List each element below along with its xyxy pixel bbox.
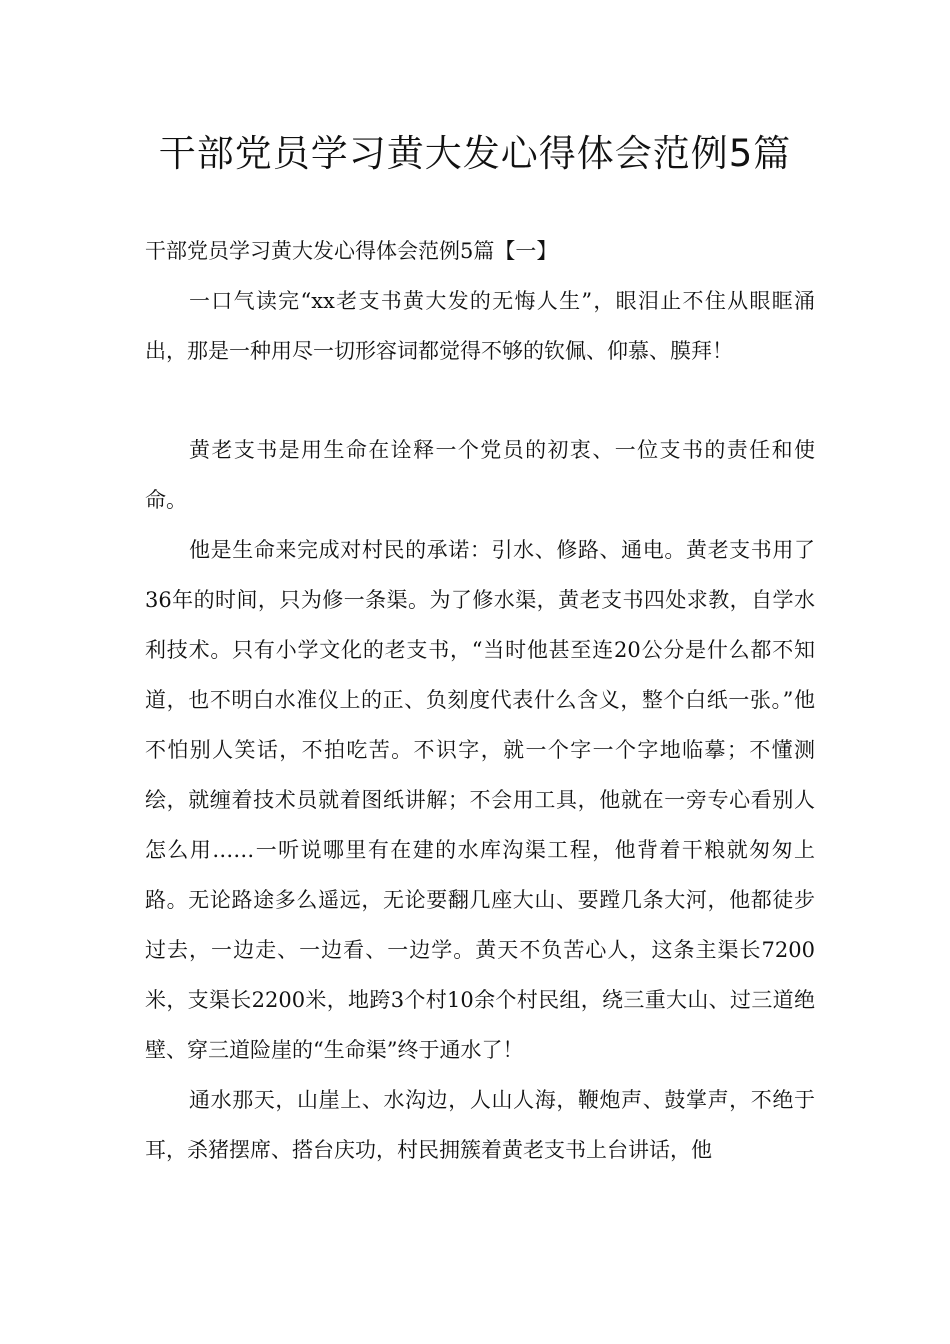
paragraph-3: 他是生命来完成对村民的承诺：引水、修路、通电。黄老支书用了36年的时间，只为修一条渠。为了修水渠，黄老支书四处求教，自学水利技术。只有小学文化的老支书，“当时他甚至连20公分是什么都不知道，也不明白水准仪上的正、负刻度代表什么含义，整个白纸一张。”他不怕别人笑话，不拍吃苦。不识字，就一个字一个字地临摹；不懂测绘，就缠着技术员就着图纸讲解；不会用工具，他就在一旁专心看别人怎么用……一听说哪里有在建的水库沟渠工程，他背着干粮就匆匆上路。无论路途多么遥远，无论要翻几座大山、要蹚几条大河，他都徒步过去，一边走、一边看、一边学。黄天不负苦心人，这条主渠长7200米，支渠长2200米，地跨3个村10余个村民组，绕三重大山、过三道绝壁、穿三道险崖的“生命渠”终于通水了！ [145, 538, 815, 1062]
paragraph-4: 通水那天，山崖上、水沟边，人山人海，鞭炮声、鼓掌声，不绝于耳，杀猪摆席、搭台庆功，村民拥簇着黄老支书上台讲话，他 [145, 1088, 815, 1162]
section-heading: 干部党员学习黄大发心得体会范例5篇【一】 [145, 239, 558, 263]
paragraph-2: 黄老支书是用生命在诠释一个党员的初衷、一位支书的责任和使命。 [145, 438, 815, 512]
document-body [145, 226, 815, 1175]
paragraph-1: 一口气读完“xx老支书黄大发的无悔人生”，眼泪止不住从眼眶涌出，那是一种用尽一切形容词都觉得不够的钦佩、仰慕、膜拜！ [145, 289, 815, 363]
document-title: 干部党员学习黄大发心得体会范例5篇 [158, 132, 792, 175]
